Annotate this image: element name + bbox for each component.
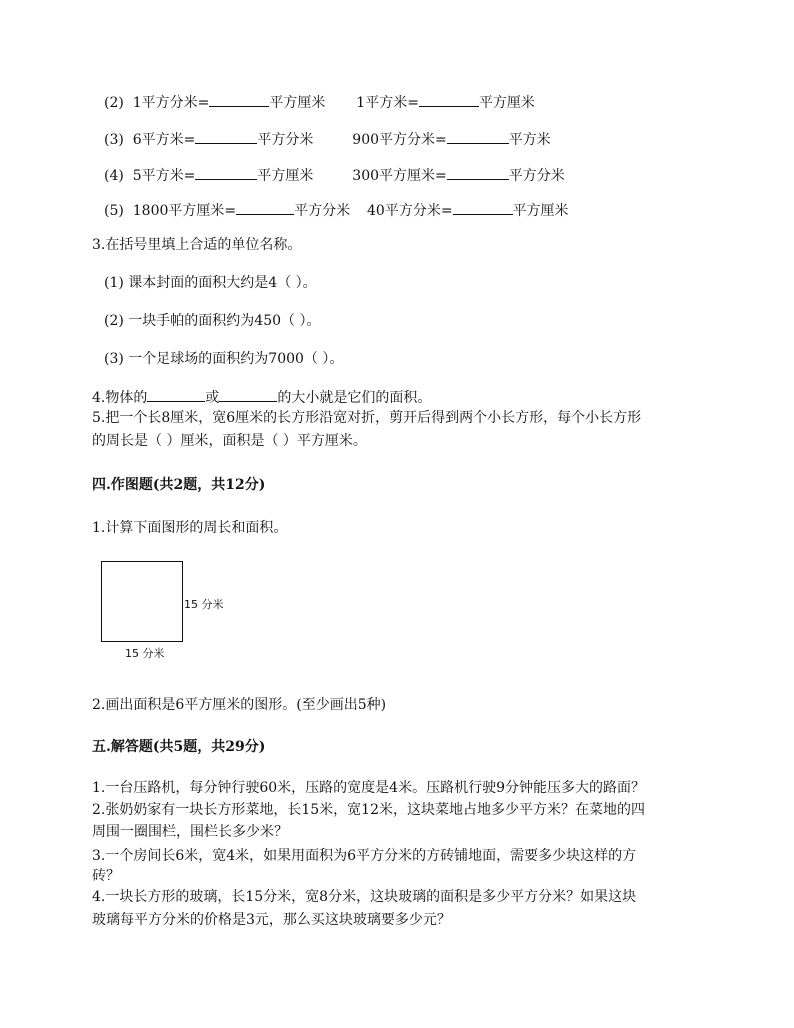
conversion-b-left: 300平方厘米= (352, 168, 447, 184)
answer-blank[interactable] (453, 200, 513, 215)
conversion-row-2 (104, 92, 535, 113)
question-5-line-2: 的周长是（ ）厘米，面积是（ ）平方厘米。 (92, 433, 367, 449)
section-5-line: 2.张奶奶家有一块长方形菜地，长15米，宽12米，这块菜地占地多少平方米？在菜地的四 (92, 802, 645, 818)
square-figure (101, 561, 183, 642)
question-3-item-2: (2) 一块手帕的面积约为450（ ）。 (104, 313, 321, 329)
question-3-title: 3.在括号里填上合适的单位名称。 (92, 237, 302, 253)
conversion-a-left: 6平方米= (132, 132, 196, 148)
section-5-line: 玻璃每平方分米的价格是3元，那么买这块玻璃要多少元？ (92, 912, 451, 928)
conversion-b-right: 平方分米 (508, 168, 565, 184)
question-4-pre: 4.物体的 (92, 390, 148, 406)
answer-blank[interactable] (209, 92, 269, 107)
section-4-question-1: 1.计算下面图形的周长和面积。 (92, 520, 288, 536)
square-side-label: 15 分米 (184, 598, 224, 611)
answer-blank[interactable] (447, 165, 509, 180)
section-5-line: 周围一圈围栏，围栏长多少米？ (92, 824, 288, 840)
item-number: (4) (104, 168, 124, 184)
answer-blank[interactable] (219, 387, 277, 402)
question-3-item-3: (3) 一个足球场的面积约为7000（ ）。 (104, 351, 344, 367)
conversion-row-3 (104, 129, 551, 150)
conversion-b-left: 900平方分米= (352, 132, 447, 148)
item-number: (2) (104, 95, 124, 111)
question-3-item-1: (1) 课本封面的面积大约是4（ ）。 (104, 275, 317, 291)
question-5-line-1: 5.把一个长8厘米，宽6厘米的长方形沿宽对折，剪开后得到两个小长方形，每个小长方形 (92, 410, 642, 426)
item-number: (5) (104, 203, 124, 219)
conversion-row-4 (104, 165, 565, 186)
section-5-title: 五.解答题(共5题，共29分) (92, 739, 266, 755)
conversion-b-right: 平方厘米 (478, 95, 535, 111)
answer-blank[interactable] (147, 387, 205, 402)
answer-blank[interactable] (236, 200, 294, 215)
conversion-a-left: 1800平方厘米= (132, 203, 237, 219)
section-4-question-2: 2.画出面积是6平方厘米的图形。(至少画出5种) (92, 697, 387, 713)
answer-blank[interactable] (447, 129, 509, 144)
section-5-line: 1.一台压路机，每分钟行驶60米，压路的宽度是4米。压路机行驶9分钟能压多大的路面？ (92, 780, 645, 796)
question-4-mid: 或 (205, 390, 220, 406)
question-4-post: 的大小就是它们的面积。 (277, 390, 432, 406)
conversion-a-right: 平方分米 (294, 203, 351, 219)
conversion-b-right: 平方米 (508, 132, 551, 148)
answer-blank[interactable] (195, 165, 257, 180)
conversion-row-5 (104, 200, 569, 221)
conversion-a-left: 5平方米= (132, 168, 196, 184)
section-5-line: 4.一块长方形的玻璃，长15分米，宽8分米，这块玻璃的面积是多少平方分米？如果这块 (92, 889, 637, 905)
conversion-a-right: 平方厘米 (257, 168, 314, 184)
conversion-a-right: 平方厘米 (269, 95, 326, 111)
answer-blank[interactable] (195, 129, 257, 144)
question-4 (92, 387, 431, 408)
item-number: (3) (104, 132, 124, 148)
conversion-a-left: 1平方分米= (132, 95, 210, 111)
square-bottom-label: 15 分米 (125, 647, 165, 660)
section-5-line: 3.一个房间长6米，宽4米，如果用面积为6平方分米的方砖铺地面，需要多少块这样的方 (92, 848, 637, 864)
conversion-b-left: 1平方米= (356, 95, 419, 111)
conversion-a-right: 平方分米 (257, 132, 314, 148)
section-4-title: 四.作图题(共2题，共12分) (92, 477, 266, 493)
answer-blank[interactable] (419, 92, 479, 107)
section-5-line: 砖？ (92, 868, 120, 884)
conversion-b-left: 40平方分米= (367, 203, 453, 219)
conversion-b-right: 平方厘米 (512, 203, 569, 219)
